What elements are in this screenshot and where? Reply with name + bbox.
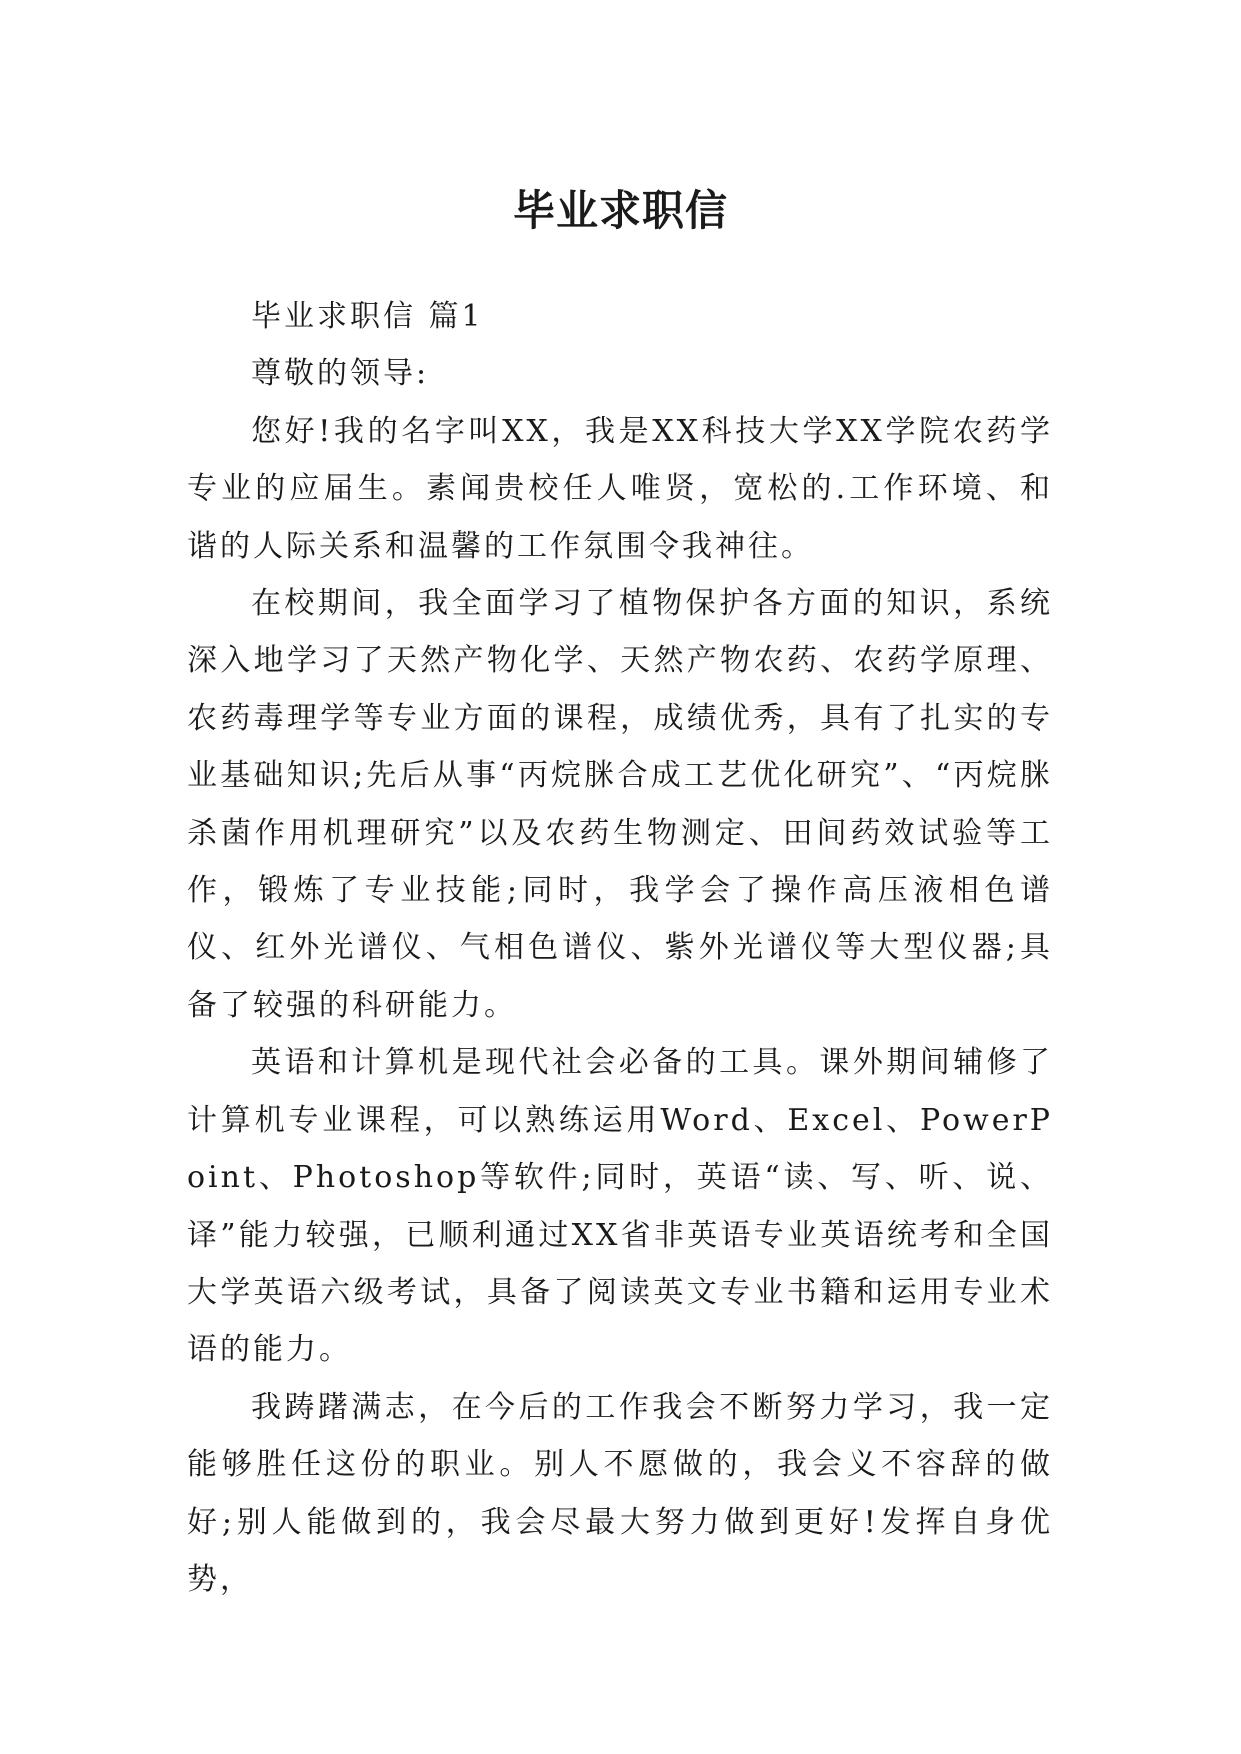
salutation: 尊敬的领导: — [251, 356, 430, 392]
paragraph-introduction: 您好!我的名字叫XX，我是XX科技大学XX学院农药学专业的应届生。素闻贵校任人唯贤，宽松的.工作环境、和谐的人际关系和温馨的工作氛围令我神往。 — [187, 413, 1053, 564]
paragraph-commitment: 我踌躇满志，在今后的工作我会不断努力学习，我一定能够胜任这份的职业。别人不愿做的，我会义不容辞的做好;别人能做到的，我会尽最大努力做到更好!发挥自身优势， — [187, 1389, 1053, 1597]
letter-body — [187, 288, 1053, 1608]
section-heading: 毕业求职信 篇1 — [251, 299, 484, 334]
paragraph-education: 在校期间，我全面学习了植物保护各方面的知识，系统深入地学习了天然产物化学、天然产物农药、农药学原理、农药毒理学等专业方面的课程，成绩优秀，具有了扎实的专业基础知识;先后从事“丙烷脒合成工艺优化研究”、“丙烷脒杀菌作用机理研究”以及农药生物测定、田间药效试验等工作，锻炼了专业技能;同时，我学会了操作高压液相色谱仪、红外光谱仪、气相色谱仪、紫外光谱仪等大型仪器;具备了较强的科研能力。 — [187, 586, 1053, 1023]
paragraph-skills: 英语和计算机是现代社会必备的工具。课外期间辅修了计算机专业课程，可以熟练运用Word、Excel、PowerPoint、Photoshop等软件;同时，英语“读、写、听、说、译”能力较强，已顺利通过XX省非英语专业英语统考和全国大学英语六级考试，具备了阅读英文专业书籍和运用专业术语的能力。 — [187, 1045, 1053, 1368]
document-title: 毕业求职信 — [512, 186, 728, 236]
